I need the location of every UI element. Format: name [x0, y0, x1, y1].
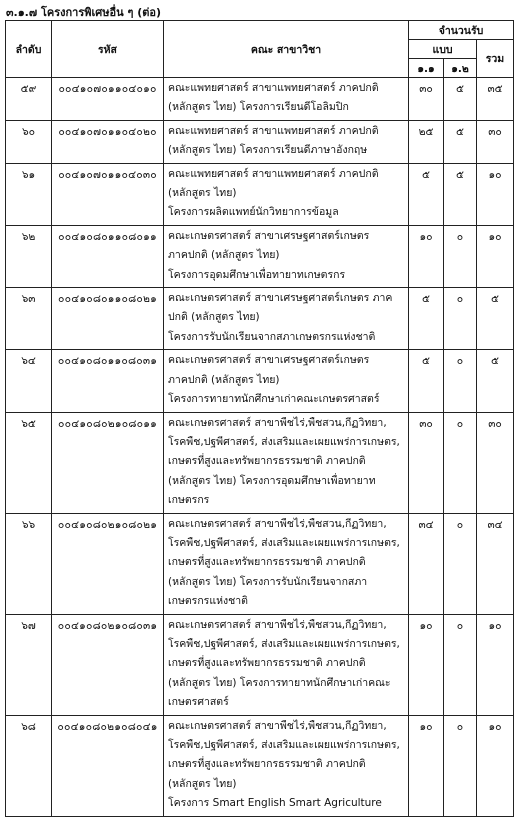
faculty-line: เกษตรกรแห่งชาติ: [168, 595, 248, 608]
row-total: ๕: [477, 350, 514, 412]
row-total: ๓๔: [477, 513, 514, 614]
row-number: ๕๙: [6, 78, 52, 121]
table-row: [6, 78, 514, 121]
row-faculty: [164, 350, 409, 412]
header-no: ลำดับ: [6, 21, 52, 78]
row-total: ๓๐: [477, 120, 514, 163]
row-faculty: [164, 225, 409, 287]
faculty-line: โรคพืช,ปฐพีศาสตร์, ส่งเสริมและเผยแพร่การเกษตร,: [168, 637, 400, 650]
faculty-line: เกษตรที่สูงและทรัพยากรธรรมชาติ ภาคปกติ: [168, 455, 366, 468]
faculty-line: เกษตรศาสตร์: [168, 696, 229, 709]
header-type: แบบ: [409, 40, 477, 59]
faculty-line: โครงการรับนักเรียนจากสภาเกษตรกรแห่งชาติ: [168, 330, 376, 343]
row-code: ๐๐๔๑๐๘๐๑๑๐๘๐๓๑: [52, 350, 164, 412]
faculty-line: โรคพืช,ปฐพีศาสตร์, ส่งเสริมและเผยแพร่การเกษตร,: [168, 435, 400, 448]
faculty-line: ภาคปกติ (หลักสูตร ไทย): [168, 373, 280, 386]
row-type-a: ๓๐: [409, 78, 444, 121]
row-type-a: ๕: [409, 288, 444, 350]
faculty-line: โครงการผลิตแพทย์นักวิทยาการข้อมูล: [168, 206, 339, 219]
header-capacity: จำนวนรับ: [409, 21, 514, 40]
faculty-line: เกษตรที่สูงและทรัพยากรธรรมชาติ ภาคปกติ: [168, 556, 366, 569]
row-number: ๖๘: [6, 715, 52, 816]
row-total: ๑๐: [477, 163, 514, 225]
row-code: ๐๐๔๑๐๗๐๑๑๐๔๐๒๐: [52, 120, 164, 163]
row-code: ๐๐๔๑๐๘๐๑๑๐๘๐๑๑: [52, 225, 164, 287]
faculty-line: ปกติ (หลักสูตร ไทย): [168, 311, 260, 324]
row-type-b: ๐: [444, 715, 477, 816]
table-row: [6, 614, 514, 715]
row-total: ๓๕: [477, 78, 514, 121]
faculty-line: เกษตรที่สูงและทรัพยากรธรรมชาติ ภาคปกติ: [168, 758, 366, 771]
row-type-b: ๕: [444, 120, 477, 163]
row-type-a: ๓๐: [409, 412, 444, 513]
row-faculty: [164, 78, 409, 121]
faculty-line: คณะแพทยศาสตร์ สาขาแพทยศาสตร์ ภาคปกติ: [168, 82, 379, 94]
table-row: [6, 412, 514, 513]
faculty-line: คณะเกษตรศาสตร์ สาขาพืชไร่,พืชสวน,กีฏวิทยา,: [168, 517, 387, 530]
header-total: รวม: [477, 40, 514, 78]
row-number: ๖๕: [6, 412, 52, 513]
row-type-a: ๑๐: [409, 614, 444, 715]
row-type-b: ๕: [444, 163, 477, 225]
faculty-line: (หลักสูตร ไทย): [168, 187, 237, 200]
faculty-line: เกษตรกร: [168, 494, 210, 507]
row-number: ๖๐: [6, 120, 52, 163]
row-total: ๑๐: [477, 614, 514, 715]
row-code: ๐๐๔๑๐๘๐๒๑๐๘๐๓๑: [52, 614, 164, 715]
row-number: ๖๓: [6, 288, 52, 350]
row-type-b: ๐: [444, 225, 477, 287]
faculty-line: คณะแพทยศาสตร์ สาขาแพทยศาสตร์ ภาคปกติ: [168, 124, 379, 137]
table-header: [6, 21, 514, 78]
section-title: ๓.๑.๗ โครงการพิเศษอื่น ๆ (ต่อ): [6, 6, 161, 19]
admission-table: [5, 20, 514, 817]
row-code: ๐๐๔๑๐๘๐๒๑๐๘๐๒๑: [52, 513, 164, 614]
faculty-line: (หลักสูตร ไทย) โครงการเรียนดีภาษาอังกฤษ: [168, 144, 368, 157]
faculty-line: โรคพืช,ปฐพีศาสตร์, ส่งเสริมและเผยแพร่การเกษตร,: [168, 536, 400, 549]
header-type-b: ๑.๒: [444, 59, 477, 78]
header-code: รหัส: [52, 21, 164, 78]
row-number: ๖๗: [6, 614, 52, 715]
row-number: ๖๖: [6, 513, 52, 614]
faculty-line: คณะเกษตรศาสตร์ สาขาเศรษฐศาสตร์เกษตร: [168, 354, 370, 367]
row-type-b: ๐: [444, 288, 477, 350]
faculty-line: โครงการ Smart English Smart Agriculture: [168, 797, 382, 810]
row-faculty: [164, 412, 409, 513]
row-type-b: ๐: [444, 412, 477, 513]
faculty-line: (หลักสูตร ไทย) โครงการอุดมศึกษาเพื่อทายาท: [168, 474, 376, 487]
row-code: ๐๐๔๑๐๘๐๒๑๐๘๐๑๑: [52, 412, 164, 513]
row-type-b: ๐: [444, 513, 477, 614]
row-type-a: ๒๕: [409, 120, 444, 163]
header-type-a: ๑.๑: [409, 59, 444, 78]
row-type-a: ๕: [409, 163, 444, 225]
faculty-line: คณะเกษตรศาสตร์ สาขาเศรษฐศาสตร์เกษตร ภาค: [168, 292, 393, 305]
faculty-line: คณะเกษตรศาสตร์ สาขาเศรษฐศาสตร์เกษตร: [168, 229, 370, 242]
row-type-b: ๕: [444, 78, 477, 121]
faculty-line: ภาคปกติ (หลักสูตร ไทย): [168, 249, 280, 262]
table-row: [6, 120, 514, 163]
faculty-line: (หลักสูตร ไทย) โครงการทายาทนักศึกษาเก่าคณะ: [168, 676, 391, 689]
row-faculty: [164, 163, 409, 225]
row-type-b: ๐: [444, 350, 477, 412]
table-row: [6, 288, 514, 350]
row-code: ๐๐๔๑๐๗๐๑๑๐๔๐๑๐: [52, 78, 164, 121]
row-faculty: [164, 288, 409, 350]
faculty-line: โรคพืช,ปฐพีศาสตร์, ส่งเสริมและเผยแพร่การเกษตร,: [168, 739, 400, 751]
table-row: [6, 715, 514, 816]
table-body: [6, 78, 514, 817]
row-faculty: [164, 513, 409, 614]
row-total: ๑๐: [477, 225, 514, 287]
row-faculty: [164, 715, 409, 816]
faculty-line: (หลักสูตร ไทย) โครงการเรียนดีโอลิมปิก: [168, 101, 349, 114]
row-code: ๐๐๔๑๐๘๐๒๑๐๘๐๔๑: [52, 715, 164, 816]
row-code: ๐๐๔๑๐๗๐๑๑๐๔๐๓๐: [52, 163, 164, 225]
row-type-b: ๐: [444, 614, 477, 715]
row-total: ๕: [477, 288, 514, 350]
row-faculty: [164, 120, 409, 163]
table-row: [6, 350, 514, 412]
row-total: ๓๐: [477, 412, 514, 513]
table-row: [6, 225, 514, 287]
faculty-line: (หลักสูตร ไทย): [168, 777, 237, 790]
faculty-line: คณะเกษตรศาสตร์ สาขาพืชไร่,พืชสวน,กีฏวิทยา,: [168, 416, 387, 429]
table-row: [6, 513, 514, 614]
faculty-line: คณะเกษตรศาสตร์ สาขาพืชไร่,พืชสวน,กีฏวิทยา,: [168, 719, 387, 732]
faculty-line: โครงการทายาทนักศึกษาเก่าคณะเกษตรศาสตร์: [168, 393, 380, 406]
row-type-a: ๓๔: [409, 513, 444, 614]
row-total: ๑๐: [477, 715, 514, 816]
faculty-line: คณะแพทยศาสตร์ สาขาแพทยศาสตร์ ภาคปกติ: [168, 167, 379, 180]
faculty-line: โครงการอุดมศึกษาเพื่อทายาทเกษตรกร: [168, 268, 346, 281]
row-type-a: ๑๐: [409, 225, 444, 287]
faculty-line: คณะเกษตรศาสตร์ สาขาพืชไร่,พืชสวน,กีฏวิทยา,: [168, 618, 387, 631]
row-code: ๐๐๔๑๐๘๐๑๑๐๘๐๒๑: [52, 288, 164, 350]
faculty-line: เกษตรที่สูงและทรัพยากรธรรมชาติ ภาคปกติ: [168, 657, 366, 670]
row-number: ๖๔: [6, 350, 52, 412]
row-type-a: ๕: [409, 350, 444, 412]
row-faculty: [164, 614, 409, 715]
faculty-line: (หลักสูตร ไทย) โครงการรับนักเรียนจากสภา: [168, 575, 368, 588]
row-number: ๖๒: [6, 225, 52, 287]
header-faculty: คณะ สาขาวิชา: [164, 21, 409, 78]
row-number: ๖๑: [6, 163, 52, 225]
table-row: [6, 163, 514, 225]
row-type-a: ๑๐: [409, 715, 444, 816]
